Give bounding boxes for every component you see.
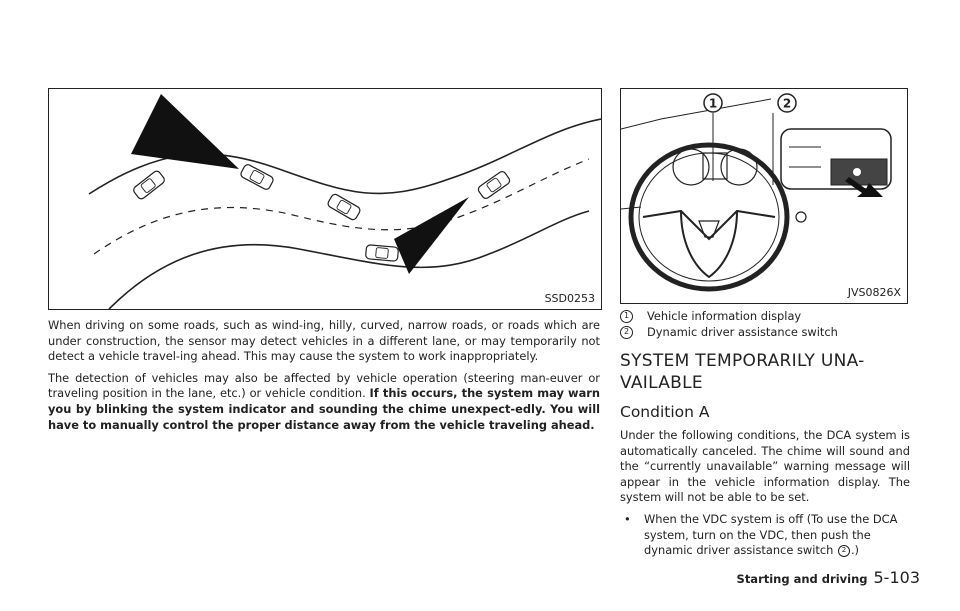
legend-label: Vehicle information display [647,309,802,323]
inline-number: 2 [838,545,850,557]
figure-code: JVS0826X [847,286,901,299]
legend-item [620,308,910,324]
steering-wheel-drawing [621,89,907,303]
legend-label: Dynamic driver assistance switch [647,325,838,339]
legend-item [620,324,910,340]
paragraph-condition-a: Under the following conditions, the DCA system is automatically canceled. The chime will sound and the “currently unavailable” warning message will appear in the vehicle information display. The system will not be able to be set. [620,428,910,505]
callout-2: 2 [782,96,792,111]
bullet-text-end: .) [850,543,860,558]
bullet-text-body: When the VDC system is off (To use the DCA system, turn on the VDC, then push the dynamic driver assistance switch [644,511,898,558]
left-text-column [48,318,600,439]
bullet-text [644,512,910,559]
legend-number: 1 [620,310,633,323]
paragraph-warning-text: If this occurs, the system may warn you by blinking the system indicator and sounding the chime unexpect-edly. You will have to manually control the proper distance away from the vehicle traveling ahead. [48,386,600,432]
legend-number: 2 [620,326,633,339]
bullet-mark: • [624,511,631,526]
bullet-item [620,512,910,559]
page-number: 5-103 [873,568,920,587]
right-text-column [620,308,910,559]
paragraph-normal-text: The detection of vehicles may also be affected by vehicle operation (steering man-euver or traveling position in the lane, etc.) or vehicle condition. [48,370,600,401]
condition-heading: Condition A [620,403,710,421]
steering-wheel-illustration [620,88,908,304]
paragraph-vehicle-detection [48,371,600,433]
section-heading: SYSTEM TEMPORARILY UNA-VAILABLE [620,351,865,393]
callout-1: 1 [708,96,718,111]
road-illustration [48,88,602,310]
paragraph-road-conditions: When driving on some roads, such as wind-ing, hilly, curved, narrow roads, or roads which are under construction, the sensor may detect vehicles in a different lane, or may temporarily not detect a vehicle travel-ing ahead. This may cause the system to work inappropriately. [48,318,600,364]
section-name: Starting and driving [736,572,868,586]
figure-code: SSD0253 [544,292,595,305]
road-drawing [49,89,601,309]
page-footer [737,568,920,587]
